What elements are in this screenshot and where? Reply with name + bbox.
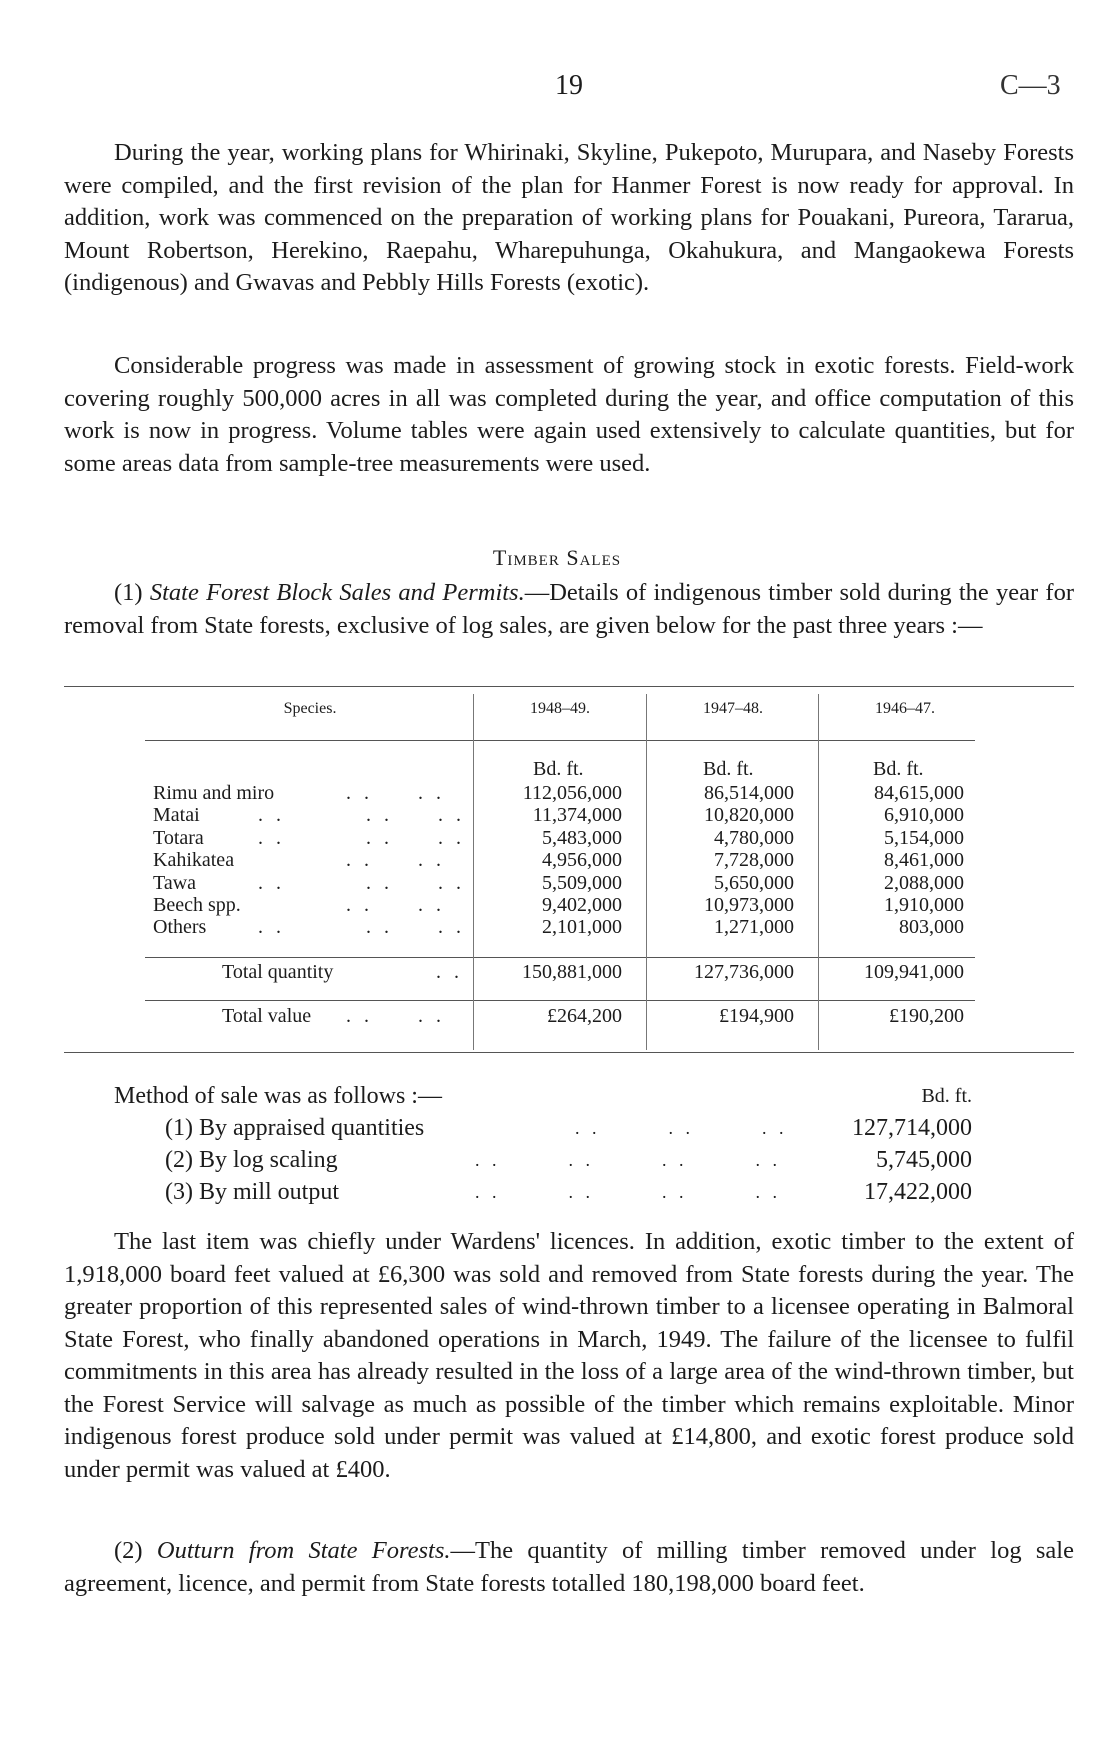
total-value-rule	[145, 1000, 975, 1001]
method-item-label: (3) By mill output	[165, 1179, 339, 1205]
dot-leader: . . . .	[346, 1005, 445, 1027]
page-number: 19	[555, 70, 583, 101]
method-item-value: 5,745,000	[876, 1147, 972, 1173]
value-cell: 8,461,000	[884, 849, 964, 871]
species-label: Kahikatea	[153, 849, 235, 871]
header-1948-49: 1948–49.	[530, 700, 590, 717]
dot-leader: . . . .	[346, 894, 445, 916]
document-reference: C—3	[1000, 70, 1061, 101]
total-quantity-rule	[145, 957, 975, 958]
unit-label: Bd. ft.	[703, 758, 754, 780]
value-cell: 6,910,000	[884, 804, 964, 826]
species-label: Tawa	[153, 872, 197, 894]
total-quantity-1946-47: 109,941,000	[864, 961, 964, 983]
paragraph-growing-stock: Considerable progress was made in assessment of growing stock in exotic forests. Field-work covering roughly 500,000 acres in all was completed during the year, and office computation of this work is now in progress. Volume tables were again used extensively to calculate quantities, but for some areas data from sample-tree measurements were used.	[64, 352, 1074, 477]
column-divider	[473, 694, 474, 1050]
dot-leader: . . . . . .	[575, 1118, 788, 1138]
method-item-label: (1) By appraised quantities	[165, 1115, 425, 1141]
method-unit-label: Bd. ft.	[921, 1085, 972, 1107]
value-cell: 5,650,000	[714, 872, 794, 894]
value-cell: 4,956,000	[542, 849, 622, 871]
total-value-1947-48: £194,900	[719, 1005, 794, 1027]
total-value-1948-49: £264,200	[547, 1005, 622, 1027]
value-cell: 803,000	[899, 916, 964, 938]
dot-leader: . . . . . . . .	[475, 1150, 781, 1170]
section-heading-timber-sales: Timber Sales	[492, 545, 622, 570]
paragraph-block-sales	[64, 577, 1074, 642]
header-1947-48: 1947–48.	[703, 700, 763, 717]
column-divider	[646, 694, 647, 1050]
value-cell: 112,056,000	[522, 782, 622, 804]
block-sales-text: —Details of indigenous timber sold during the year for removal from State forests, exclusive of log sales, are given below for the past three years :—	[64, 579, 1074, 639]
species-label: Rimu and miro	[153, 782, 275, 804]
sub-label: (2)	[114, 1537, 157, 1564]
paragraph-outturn	[64, 1535, 1074, 1600]
header-rule	[145, 740, 975, 741]
value-cell: 10,973,000	[704, 894, 794, 916]
value-cell: 10,820,000	[704, 804, 794, 826]
paragraph-exotic-timber: The last item was chiefly under Wardens' licences. In addition, exotic timber to the extent of 1,918,000 board feet valued at £6,300 was sold and removed from State forests during the year. The greater proportion of this represented sales of wind-thrown timber to a licensee operating in Balmoral State Forest, who finally abandoned operations in March, 1949. The failure of the licensee to fulfil commitments in this area has already resulted in the loss of a large area of the wind-thrown timber, but the Forest Service will salvage as much as possible of the timber which remains exploitable. Minor indigenous forest produce sold under permit was valued at £14,800, and exotic forest produce sold under permit was valued at £400.	[64, 1228, 1074, 1483]
value-cell: 84,615,000	[874, 782, 964, 804]
total-value-label: Total value	[222, 1005, 312, 1027]
table-bottom-rule	[64, 1052, 1074, 1053]
paragraph-working-plans: During the year, working plans for Whirinaki, Skyline, Pukepoto, Murupara, and Naseby Forests were compiled, and the first revision of the plan for Hanmer Forest is now ready for approval. In addition, work was commenced on the preparation of working plans for Pouakani, Pureora, Tararua, Mount Robertson, Herekino, Raepahu, Wharepuhunga, Okahukura, and Mangaokewa Forests (indigenous) and Gwavas and Pebbly Hills Forests (exotic).	[64, 139, 1074, 296]
dot-leader: . . . . . .	[258, 827, 465, 849]
dot-leader: . .	[436, 961, 463, 983]
value-cell: 7,728,000	[714, 849, 794, 871]
header-1946-47: 1946–47.	[875, 700, 935, 717]
dot-leader: . . . . . . . .	[475, 1182, 781, 1202]
value-cell: 4,780,000	[714, 827, 794, 849]
species-label: Others	[153, 916, 207, 938]
table-top-rule	[64, 686, 1074, 687]
method-item-value: 17,422,000	[864, 1179, 972, 1205]
dot-leader: . . . . . .	[258, 916, 465, 938]
value-cell: 1,910,000	[884, 894, 964, 916]
unit-label: Bd. ft.	[873, 758, 924, 780]
value-cell: 5,509,000	[542, 872, 622, 894]
total-quantity-label: Total quantity	[222, 961, 334, 983]
value-cell: 2,101,000	[542, 916, 622, 938]
total-value-1946-47: £190,200	[889, 1005, 964, 1027]
value-cell: 86,514,000	[704, 782, 794, 804]
value-cell: 2,088,000	[884, 872, 964, 894]
total-quantity-1947-48: 127,736,000	[694, 961, 794, 983]
value-cell: 9,402,000	[542, 894, 622, 916]
dot-leader: . . . .	[346, 782, 445, 804]
header-species: Species.	[283, 700, 337, 717]
dot-leader: . . . .	[346, 849, 445, 871]
sub-heading-block-sales: State Forest Block Sales and Permits.	[149, 579, 525, 606]
column-divider	[818, 694, 819, 1050]
species-label: Totara	[153, 827, 204, 849]
value-cell: 5,154,000	[884, 827, 964, 849]
method-item-value: 127,714,000	[852, 1115, 972, 1141]
dot-leader: . . . . . .	[258, 804, 465, 826]
method-intro: Method of sale was as follows :—	[114, 1083, 442, 1109]
value-cell: 1,271,000	[714, 916, 794, 938]
dot-leader: . . . . . .	[258, 872, 465, 894]
value-cell: 11,374,000	[532, 804, 622, 826]
sub-label: (1)	[114, 579, 150, 606]
sub-heading-outturn: Outturn from State Forests.	[156, 1537, 451, 1564]
method-item-label: (2) By log scaling	[165, 1147, 338, 1173]
total-quantity-1948-49: 150,881,000	[522, 961, 622, 983]
species-label: Beech spp.	[153, 894, 241, 916]
value-cell: 5,483,000	[542, 827, 622, 849]
unit-label: Bd. ft.	[533, 758, 584, 780]
outturn-text: —The quantity of milling timber removed under log sale agreement, licence, and permit from State forests totalled 180,198,000 board feet.	[64, 1537, 1074, 1597]
species-label: Matai	[153, 804, 200, 826]
